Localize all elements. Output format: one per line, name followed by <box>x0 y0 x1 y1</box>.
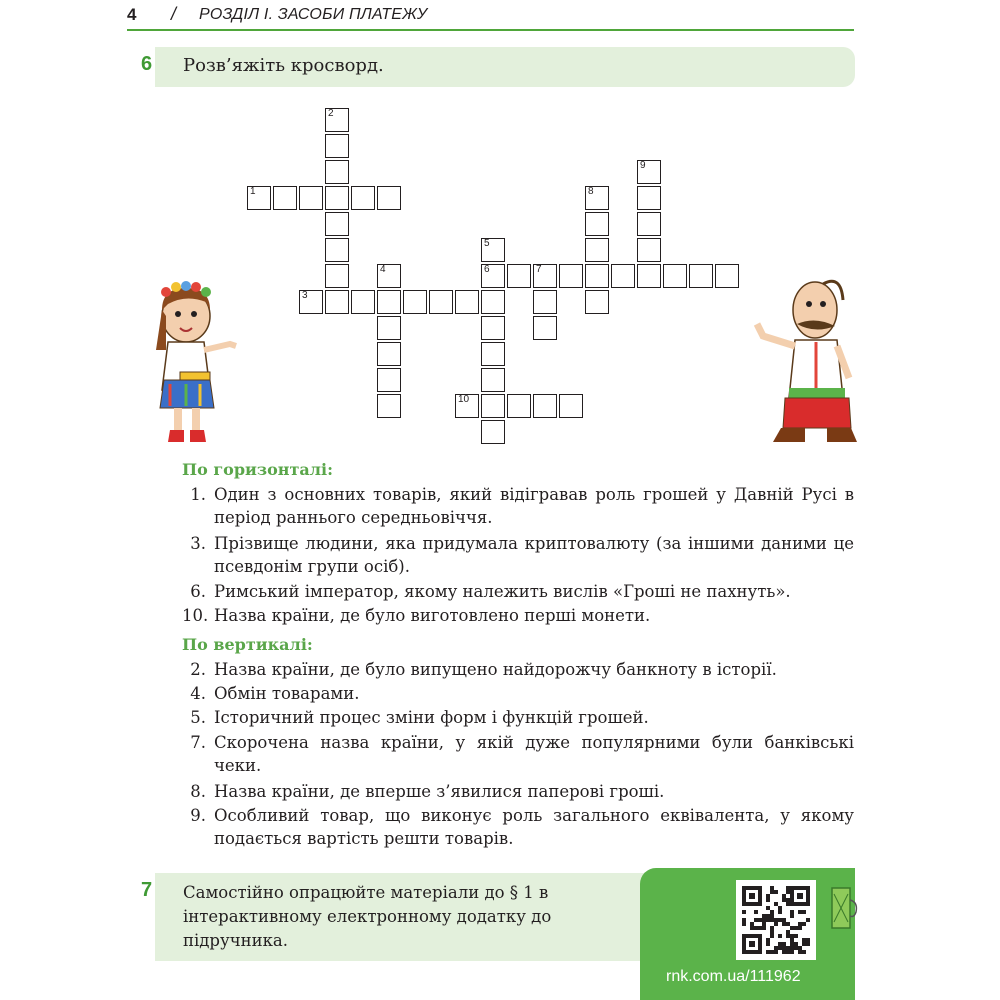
crossword-cell[interactable] <box>377 264 401 288</box>
qr-module <box>790 946 794 950</box>
clue-across-1 <box>182 532 854 578</box>
header-separator: / <box>171 4 177 24</box>
qr-module <box>754 910 758 914</box>
clue-number: 3. <box>190 534 206 553</box>
qr-module <box>770 918 774 922</box>
qr-module <box>762 926 766 930</box>
crossword-cell[interactable] <box>533 264 557 288</box>
qr-module <box>774 922 778 926</box>
crossword-number: 6 <box>484 264 490 275</box>
section-title: РОЗДІЛ І. ЗАСОБИ ПЛАТЕЖУ <box>199 6 428 23</box>
qr-module <box>770 890 774 894</box>
crossword-cell[interactable] <box>429 290 453 314</box>
qr-module <box>802 922 806 926</box>
qr-module <box>798 926 802 930</box>
crossword-cell[interactable] <box>455 290 479 314</box>
crossword-cell[interactable] <box>481 264 505 288</box>
qr-module <box>742 918 746 922</box>
qr-module <box>786 922 790 926</box>
crossword-cell[interactable] <box>637 160 661 184</box>
clue-down-3 <box>182 731 854 777</box>
qr-panel <box>640 868 855 1000</box>
clue-text: Особливий товар, що виконує роль загального еквівалента, у якому подається вартість решти товарів. <box>214 806 854 848</box>
qr-code[interactable] <box>736 880 816 960</box>
qr-module <box>806 942 810 946</box>
qr-module <box>782 918 786 922</box>
crossword-cell[interactable] <box>637 186 661 210</box>
clue-text: Назва країни, де було виготовлено перші монети. <box>214 606 651 625</box>
qr-module <box>798 910 802 914</box>
crossword-number: 10 <box>458 394 470 405</box>
clue-down-2 <box>182 706 854 729</box>
qr-module <box>790 950 794 954</box>
crossword-cell[interactable] <box>481 238 505 262</box>
clue-text: Назва країни, де вперше з’явилися паперові гроші. <box>214 782 665 801</box>
girl-illustration <box>140 280 250 450</box>
crossword-cell[interactable] <box>637 264 661 288</box>
qr-module <box>790 934 794 938</box>
crossword-cell[interactable] <box>585 290 609 314</box>
qr-module <box>770 914 774 918</box>
clue-text: Римський імператор, якому належить вислів «Гроші не пахнуть». <box>214 582 791 601</box>
qr-module <box>802 910 806 914</box>
crossword-cell[interactable] <box>325 108 349 132</box>
qr-module <box>794 942 798 946</box>
crossword-cell[interactable] <box>325 186 349 210</box>
crossword-cell[interactable] <box>481 290 505 314</box>
task-6-number: 6 <box>132 50 166 84</box>
crossword-cell[interactable] <box>299 186 323 210</box>
qr-module <box>798 950 802 954</box>
page-header <box>127 0 854 30</box>
qr-module <box>786 898 790 902</box>
clue-number: 4. <box>190 684 206 703</box>
qr-module <box>766 906 770 910</box>
clue-number: 1. <box>190 485 206 504</box>
crossword-cell[interactable] <box>559 394 583 418</box>
crossword-cell[interactable] <box>325 212 349 236</box>
qr-module <box>786 930 790 934</box>
qr-module <box>786 934 790 938</box>
crossword-cell[interactable] <box>273 186 297 210</box>
crossword-number: 4 <box>380 264 386 275</box>
page-number: 4 <box>127 5 137 24</box>
qr-module <box>742 910 746 914</box>
qr-code-icon <box>736 880 816 960</box>
crossword-number: 3 <box>302 290 308 301</box>
crossword-cell[interactable] <box>585 212 609 236</box>
task-6-title: Розв’яжіть кросворд. <box>183 55 384 76</box>
clue-number: 6. <box>190 582 206 601</box>
qr-module <box>782 922 786 926</box>
qr-module <box>802 942 806 946</box>
clue-number: 9. <box>190 806 206 825</box>
crossword-cell[interactable] <box>455 394 479 418</box>
crossword-cell[interactable] <box>507 394 531 418</box>
resource-link[interactable]: rnk.com.ua/111962 <box>666 968 801 985</box>
qr-module <box>786 902 790 906</box>
qr-module <box>778 910 782 914</box>
clue-number: 8. <box>190 782 206 801</box>
task-7-number: 7 <box>132 876 166 910</box>
crossword-cell[interactable] <box>325 238 349 262</box>
qr-module <box>766 914 770 918</box>
qr-module <box>782 946 786 950</box>
qr-module <box>790 942 794 946</box>
clue-down-5 <box>182 804 854 850</box>
qr-module <box>778 906 782 910</box>
qr-module <box>770 926 774 930</box>
qr-module <box>786 946 790 950</box>
qr-module <box>762 922 766 926</box>
crossword-cell[interactable] <box>377 368 401 392</box>
qr-module <box>766 894 770 898</box>
crossword-cell[interactable] <box>351 290 375 314</box>
crossword-number: 9 <box>640 160 646 171</box>
clue-text: Один з основних товарів, який відігравав роль грошей у Давній Русі в період раннього середньовіччя. <box>214 485 854 527</box>
qr-module <box>758 918 762 922</box>
qr-module <box>790 914 794 918</box>
qr-module <box>782 942 786 946</box>
crossword-cell[interactable] <box>377 186 401 210</box>
qr-module <box>790 926 794 930</box>
crossword-cell[interactable] <box>533 394 557 418</box>
qr-module <box>778 934 782 938</box>
crossword-cell[interactable] <box>481 316 505 340</box>
qr-module <box>782 898 786 902</box>
qr-module <box>794 946 798 950</box>
crossword-cell[interactable] <box>533 316 557 340</box>
qr-module <box>790 938 794 942</box>
crossword-cell[interactable] <box>481 342 505 366</box>
qr-module <box>754 918 758 922</box>
clue-text: Прізвище людини, яка придумала криптовалюту (за іншими даними це псевдонім групи осіб). <box>214 534 854 576</box>
qr-module <box>786 886 790 890</box>
crossword-cell[interactable] <box>559 264 583 288</box>
crossword-cell[interactable] <box>585 264 609 288</box>
paper-clip-icon <box>830 884 858 934</box>
qr-module <box>802 950 806 954</box>
crossword-cell[interactable] <box>325 134 349 158</box>
qr-module <box>806 938 810 942</box>
clue-number: 5. <box>190 708 206 727</box>
crossword-number: 7 <box>536 264 542 275</box>
crossword-cell[interactable] <box>377 342 401 366</box>
crossword-cell[interactable] <box>351 186 375 210</box>
qr-module <box>774 946 778 950</box>
qr-module <box>762 914 766 918</box>
qr-module <box>758 926 762 930</box>
crossword-cell[interactable] <box>663 264 687 288</box>
clue-across-3 <box>182 604 854 627</box>
qr-module <box>770 934 774 938</box>
crossword-cell[interactable] <box>377 290 401 314</box>
crossword-cell[interactable] <box>481 394 505 418</box>
clue-text: Обмін товарами. <box>214 684 360 703</box>
qr-module <box>750 922 754 926</box>
clue-number: 2. <box>190 660 206 679</box>
clue-down-1 <box>182 682 854 705</box>
qr-module <box>766 938 770 942</box>
header-rule <box>127 29 854 31</box>
task-7-bar <box>155 873 675 961</box>
qr-module <box>774 918 778 922</box>
qr-module <box>786 890 790 894</box>
clue-text: Скорочена назва країни, у якій дуже популярними були банківські чеки. <box>214 733 854 775</box>
qr-module <box>774 890 778 894</box>
down-heading: По вертикалі: <box>182 635 313 654</box>
crossword-cell[interactable] <box>325 290 349 314</box>
crossword-cell[interactable] <box>377 316 401 340</box>
clue-number: 10. <box>182 606 209 625</box>
qr-module <box>754 926 758 930</box>
crossword-cell[interactable] <box>715 264 739 288</box>
qr-module <box>766 942 770 946</box>
qr-module <box>806 918 810 922</box>
clue-down-4 <box>182 780 854 803</box>
qr-module <box>766 898 770 902</box>
qr-module <box>782 894 786 898</box>
task-7-text: Самостійно опрацюйте матеріали до § 1 в інтерактивному електронному додатку до підручника. <box>183 883 552 950</box>
crossword-cell[interactable] <box>689 264 713 288</box>
qr-module <box>750 926 754 930</box>
task-6-bar <box>155 47 855 87</box>
qr-module <box>762 918 766 922</box>
qr-module <box>794 926 798 930</box>
clue-across-2 <box>182 580 854 603</box>
qr-module <box>770 910 774 914</box>
qr-module <box>770 950 774 954</box>
crossword-number: 2 <box>328 108 334 119</box>
crossword-number: 5 <box>484 238 490 249</box>
crossword-cell[interactable] <box>637 238 661 262</box>
qr-module <box>790 910 794 914</box>
qr-module <box>782 950 786 954</box>
qr-module <box>802 938 806 942</box>
crossword-cell[interactable] <box>299 290 323 314</box>
qr-module <box>778 918 782 922</box>
qr-module <box>774 950 778 954</box>
across-heading: По горизонталі: <box>182 460 334 479</box>
qr-module <box>798 946 802 950</box>
clue-text: Історичний процес зміни форм і функцій грошей. <box>214 708 649 727</box>
crossword-number: 1 <box>250 186 256 197</box>
qr-module <box>766 918 770 922</box>
qr-module <box>742 922 746 926</box>
crossword-cell[interactable] <box>533 290 557 314</box>
qr-module <box>798 922 802 926</box>
crossword-cell[interactable] <box>403 290 427 314</box>
qr-module <box>766 950 770 954</box>
crossword-cell[interactable] <box>377 394 401 418</box>
qr-module <box>770 930 774 934</box>
cossack-illustration <box>745 270 860 450</box>
qr-module <box>770 886 774 890</box>
crossword-cell[interactable] <box>247 186 271 210</box>
crossword-cell[interactable] <box>611 264 635 288</box>
crossword-cell[interactable] <box>481 368 505 392</box>
crossword-cell[interactable] <box>325 264 349 288</box>
clue-across-0 <box>182 483 854 529</box>
qr-module <box>786 950 790 954</box>
qr-module <box>774 902 778 906</box>
clue-number: 7. <box>190 733 206 752</box>
crossword-cell[interactable] <box>585 186 609 210</box>
crossword-cell[interactable] <box>507 264 531 288</box>
qr-module <box>778 942 782 946</box>
qr-module <box>778 946 782 950</box>
clue-text: Назва країни, де було випущено найдорожчу банкноту в історії. <box>214 660 777 679</box>
qr-module <box>794 934 798 938</box>
crossword-cell[interactable] <box>481 420 505 444</box>
clue-down-0 <box>182 658 854 681</box>
crossword-number: 8 <box>588 186 594 197</box>
crossword-cell[interactable] <box>325 160 349 184</box>
crossword-cell[interactable] <box>585 238 609 262</box>
crossword-cell[interactable] <box>637 212 661 236</box>
